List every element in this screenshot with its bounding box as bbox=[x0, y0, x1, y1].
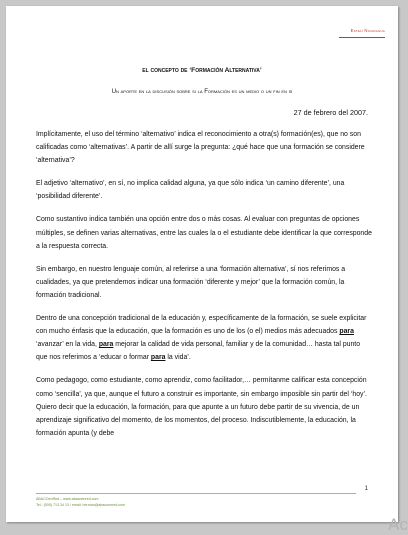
emphasis-para: para bbox=[98, 341, 114, 349]
document-page bbox=[6, 6, 398, 522]
document-title: el concepto de ‘Formación Alternativa’ bbox=[142, 67, 262, 74]
paragraph-3: Como sustantivo indica también una opción entre dos o más cosas. Al evaluar con preguntas de opciones múltiples, se definen varias alternativas, entre las cuales la o el estudiante debe identificar la que corresponde a la respuesta correcta. bbox=[36, 216, 372, 250]
paragraph-2: El adjetivo ‘alternativo’, en sí, no implica calidad alguna, ya que sólo indica ‘un camino diferente’, una ‘posibilidad diferente’. bbox=[36, 180, 345, 201]
document-subtitle: Un aporte en la discusión sobre si la Formación es un medio o un fin en sí bbox=[111, 88, 293, 95]
paragraph-1: Implícitamente, el uso del término ‘alternativo’ indica el reconocimiento a otra(s) formación(es), que no son calificadas como ‘alternativas’. A partir de allí surge la pregunta: ¿qué hace que una formación se considere ‘alternativa’? bbox=[36, 131, 365, 165]
paragraph-5-text: ‘avanzar’ en la vida, bbox=[36, 341, 99, 349]
paragraph-4: Sin embargo, en nuestro lenguaje común, al referirse a una ‘formación alternativa’, sí nos referimos a cualidades, ya que pretendemos indicar una formación ‘diferente y mejor’ que la formación común, la formación tradicional. bbox=[36, 265, 346, 299]
paragraph-5 bbox=[36, 312, 372, 364]
paragraph-5-text: la vida’. bbox=[165, 354, 191, 362]
paragraph-6: Como pedagogo, como estudiante, como aprendiz, como facilitador,… permítanme calificar esta concepción como ‘sencilla’, ya que, aunque el futuro a construir es importante, sin embargo imposible sin partir del ‘hoy’. Quiero decir que la educación, la formación, para que apunte a un futuro debe partir de su vivencia, de un aprendizaje significativo del momento, de los momentos, del proceso. Indiscutiblemente, la educación, la formación apunta (y debe bbox=[36, 377, 367, 437]
document-body bbox=[36, 128, 372, 450]
paragraph-5-text: mejorar la calidad de vida personal, familiar y de la comunidad… hasta tal punto que nos referimos a ‘educar o formar bbox=[36, 341, 361, 362]
paragraph-5-text: Dentro de una concepción tradicional de la educación y, específicamente de la formación, se suele explicitar con mucho énfasis que la educación, que la formación es uno de los (o el) medios más adecuados bbox=[36, 315, 367, 336]
footer-rule bbox=[36, 493, 356, 494]
footer-contact: Tel.: (505) 713 34 13 / email: herman@abacoenred.com bbox=[36, 503, 126, 507]
header-rule bbox=[339, 37, 385, 38]
emphasis-para: para bbox=[150, 354, 166, 362]
page-number: 1 bbox=[364, 486, 368, 492]
document-date: 27 de febrero del 2007. bbox=[293, 108, 368, 117]
header-location-label: Estelí Nicaragua bbox=[350, 28, 385, 33]
watermark-text: Ac bbox=[388, 515, 408, 534]
footer-website: ABACOenRed – www.abacoenred.com bbox=[36, 497, 99, 501]
emphasis-para: para bbox=[339, 328, 354, 336]
